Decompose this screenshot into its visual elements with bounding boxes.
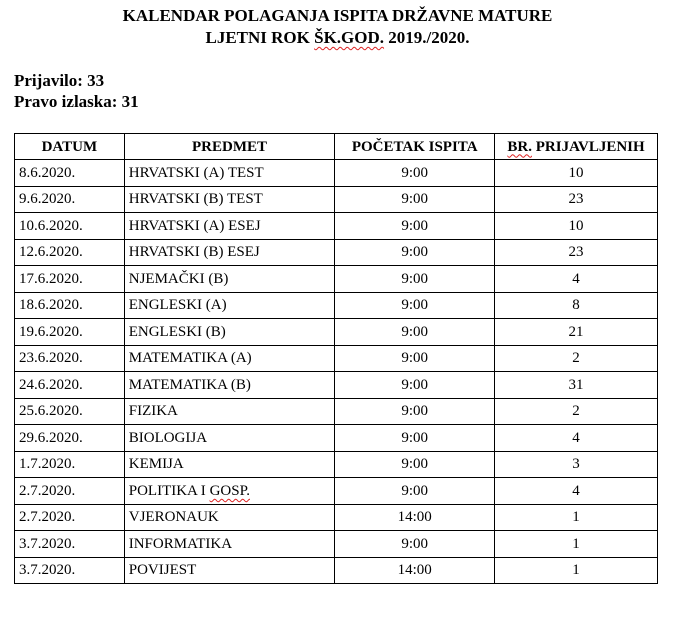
cell-subject: ENGLESKI (B) (124, 319, 335, 346)
cell-date: 19.6.2020. (15, 319, 125, 346)
cell-start-time: 9:00 (335, 292, 495, 319)
table-row (15, 292, 658, 319)
subtitle-prefix: LJETNI ROK (205, 28, 315, 47)
cell-subject: POVIJEST (124, 557, 335, 584)
cell-date: 2.7.2020. (15, 504, 125, 531)
document-title: KALENDAR POLAGANJA ISPITA DRŽAVNE MATURE (122, 6, 553, 25)
table-row (15, 266, 658, 293)
cell-date: 3.7.2020. (15, 531, 125, 558)
cell-start-time: 14:00 (335, 504, 495, 531)
table-header-row (15, 134, 658, 160)
registered-count: Prijavilo: 33 (14, 71, 105, 90)
cell-registered-count: 4 (495, 478, 658, 505)
cell-subject: FIZIKA (124, 398, 335, 425)
cell-date: 23.6.2020. (15, 345, 125, 372)
cell-date: 9.6.2020. (15, 186, 125, 213)
cell-date: 1.7.2020. (15, 451, 125, 478)
cell-registered-count: 10 (495, 213, 658, 240)
cell-start-time: 9:00 (335, 186, 495, 213)
header-date: DATUM (15, 134, 125, 160)
table-row (15, 557, 658, 584)
table-row (15, 398, 658, 425)
cell-registered-count: 4 (495, 266, 658, 293)
cell-start-time: 9:00 (335, 425, 495, 452)
spellcheck-mark: GOSP. (209, 482, 250, 499)
cell-subject: MATEMATIKA (A) (124, 345, 335, 372)
cell-date: 18.6.2020. (15, 292, 125, 319)
table-row (15, 451, 658, 478)
cell-start-time: 14:00 (335, 557, 495, 584)
cell-start-time: 9:00 (335, 160, 495, 187)
cell-start-time: 9:00 (335, 478, 495, 505)
cell-start-time: 9:00 (335, 266, 495, 293)
cell-registered-count: 10 (495, 160, 658, 187)
cell-registered-count: 1 (495, 557, 658, 584)
cell-subject: ENGLESKI (A) (124, 292, 335, 319)
table-row (15, 319, 658, 346)
cell-subject (124, 478, 335, 505)
cell-subject: BIOLOGIJA (124, 425, 335, 452)
table-row (15, 531, 658, 558)
cell-start-time: 9:00 (335, 319, 495, 346)
cell-registered-count: 23 (495, 239, 658, 266)
table-row (15, 372, 658, 399)
cell-subject: HRVATSKI (A) TEST (124, 160, 335, 187)
cell-subject: HRVATSKI (A) ESEJ (124, 213, 335, 240)
header-count-abbr: BR. (507, 138, 532, 155)
cell-registered-count: 2 (495, 345, 658, 372)
table-row (15, 478, 658, 505)
cell-start-time: 9:00 (335, 531, 495, 558)
cell-registered-count: 4 (495, 425, 658, 452)
subtitle-school-year-abbr: ŠK.GOD. (314, 28, 385, 47)
table-row (15, 160, 658, 187)
cell-start-time: 9:00 (335, 345, 495, 372)
table-row (15, 504, 658, 531)
cell-registered-count: 2 (495, 398, 658, 425)
cell-date: 8.6.2020. (15, 160, 125, 187)
cell-start-time: 9:00 (335, 451, 495, 478)
cell-subject: HRVATSKI (B) TEST (124, 186, 335, 213)
subject-text: POLITIKA I GOSP. (128, 482, 250, 499)
cell-start-time: 9:00 (335, 239, 495, 266)
cell-date: 3.7.2020. (15, 557, 125, 584)
cell-registered-count: 21 (495, 319, 658, 346)
table-row (15, 213, 658, 240)
cell-registered-count: 23 (495, 186, 658, 213)
subtitle-years: 2019./2020. (384, 28, 470, 47)
cell-subject: HRVATSKI (B) ESEJ (124, 239, 335, 266)
header-registered-count (495, 134, 658, 160)
cell-date: 12.6.2020. (15, 239, 125, 266)
cell-registered-count: 1 (495, 504, 658, 531)
cell-date: 29.6.2020. (15, 425, 125, 452)
table-row (15, 345, 658, 372)
cell-registered-count: 8 (495, 292, 658, 319)
cell-subject: KEMIJA (124, 451, 335, 478)
header-start-time: POČETAK ISPITA (335, 134, 495, 160)
document-subtitle (0, 27, 675, 49)
header-count-label: PRIJAVLJENIH (532, 138, 645, 155)
cell-date: 17.6.2020. (15, 266, 125, 293)
table-row (15, 186, 658, 213)
table-row (15, 239, 658, 266)
cell-date: 24.6.2020. (15, 372, 125, 399)
cell-date: 10.6.2020. (15, 213, 125, 240)
cell-registered-count: 31 (495, 372, 658, 399)
exam-schedule-table (14, 133, 658, 584)
cell-registered-count: 3 (495, 451, 658, 478)
eligible-count: Pravo izlaska: 31 (14, 92, 139, 111)
table-row (15, 425, 658, 452)
header-subject: PREDMET (124, 134, 335, 160)
cell-start-time: 9:00 (335, 372, 495, 399)
cell-date: 25.6.2020. (15, 398, 125, 425)
cell-registered-count: 1 (495, 531, 658, 558)
table-body (15, 160, 658, 584)
cell-date: 2.7.2020. (15, 478, 125, 505)
cell-subject: NJEMAČKI (B) (124, 266, 335, 293)
cell-subject: VJERONAUK (124, 504, 335, 531)
cell-subject: MATEMATIKA (B) (124, 372, 335, 399)
cell-start-time: 9:00 (335, 213, 495, 240)
cell-start-time: 9:00 (335, 398, 495, 425)
cell-subject: INFORMATIKA (124, 531, 335, 558)
